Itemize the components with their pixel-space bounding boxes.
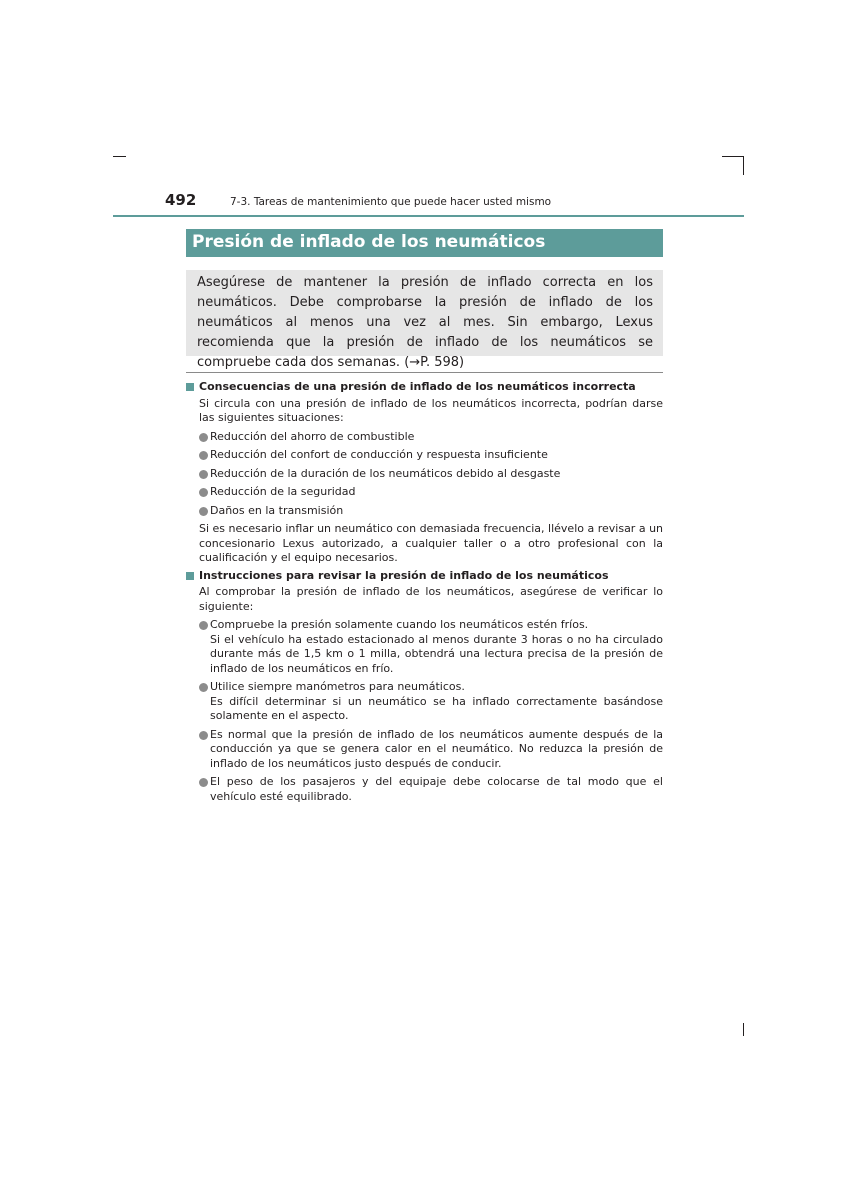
section1-closing: Si es necesario inflar un neumático con demasiada frecuencia, llévelo a revisar a un concesionario Lexus autorizado, a cualquier taller o a otro profesional con la cualificación y el equipo necesarios. bbox=[199, 522, 664, 564]
list-item-detail: Si el vehículo ha estado estacionado al menos durante 3 horas o no ha circulado durante más de 1,5 km o 1 milla, obtendrá una lectura precisa de la presión de inflado de los neumáticos en frío. bbox=[210, 632, 663, 675]
bullet-dot-icon bbox=[199, 731, 208, 740]
list-item-text: Daños en la transmisión bbox=[210, 503, 344, 517]
list-item bbox=[199, 485, 663, 500]
section-path: 7-3. Tareas de mantenimiento que puede hacer usted mismo bbox=[230, 196, 552, 208]
list-item bbox=[199, 430, 663, 445]
list-item-text: Reducción de la seguridad bbox=[210, 485, 356, 498]
bullet-dot-icon bbox=[199, 621, 208, 630]
section2-heading bbox=[186, 569, 663, 584]
bullet-dot-icon bbox=[199, 433, 208, 442]
list-item-main: Compruebe la presión solamente cuando los neumáticos estén fríos. bbox=[210, 618, 589, 631]
section1-lead: Si circula con una presión de inflado de los neumáticos incorrecta, podrían darse las siguientes situaciones: bbox=[199, 396, 663, 424]
list-item bbox=[199, 618, 663, 676]
crop-mark-top-right-h bbox=[722, 156, 744, 157]
list-item-main: Es normal que la presión de inflado de los neumáticos aumente después de la conducción ya que se genera calor en el neumático. No reduzca la presión de inflado de los neumáticos justo después de conducir. bbox=[210, 727, 663, 770]
bullet-dot-icon bbox=[199, 451, 208, 460]
title-bar bbox=[186, 229, 663, 257]
page-title: Presión de inflado de los neumáticos bbox=[192, 232, 546, 252]
square-bullet-icon bbox=[186, 383, 194, 391]
list-item bbox=[199, 775, 663, 804]
section1-heading-text: Consecuencias de una presión de inflado de los neumáticos incorrecta bbox=[199, 380, 636, 393]
main-content bbox=[186, 380, 663, 804]
section-separator bbox=[186, 372, 663, 373]
header-rule bbox=[113, 215, 744, 217]
list-item-main: Utilice siempre manómetros para neumáticos. bbox=[210, 680, 465, 693]
bullet-dot-icon bbox=[199, 778, 208, 787]
list-item-detail: Es difícil determinar si un neumático se ha inflado correctamente basándose solamente en el aspecto. bbox=[210, 694, 663, 722]
list-item bbox=[199, 680, 663, 724]
bullet-dot-icon bbox=[199, 683, 208, 692]
bullet-dot-icon bbox=[199, 507, 208, 516]
page-number: 492 bbox=[165, 191, 197, 209]
list-item bbox=[199, 728, 663, 772]
section2-heading-text: Instrucciones para revisar la presión de inflado de los neumáticos bbox=[199, 568, 609, 582]
list-item bbox=[199, 504, 663, 519]
list-item bbox=[199, 448, 663, 463]
crop-mark-top-left bbox=[113, 156, 126, 157]
list-item bbox=[199, 467, 663, 482]
list-item-text: Reducción del ahorro de combustible bbox=[210, 429, 415, 443]
intro-text: Asegúrese de mantener la presión de inflado correcta en los neumáticos. Debe comprobarse la presión de inflado de los neumáticos al menos una vez al mes. Sin embargo, Lexus recomienda que la presión de inflado de los neumáticos se compruebe cada dos semanas. (→P. 598) bbox=[197, 275, 653, 370]
intro-box bbox=[186, 270, 663, 370]
bullet-dot-icon bbox=[199, 488, 208, 497]
bullet-dot-icon bbox=[199, 470, 208, 479]
section2-lead: Al comprobar la presión de inflado de los neumáticos, asegúrese de verificar lo siguiente: bbox=[199, 585, 663, 613]
section1-heading bbox=[186, 380, 663, 395]
square-bullet-icon bbox=[186, 572, 194, 580]
crop-mark-bottom-right bbox=[743, 1023, 744, 1036]
crop-mark-top-right-v bbox=[743, 156, 744, 175]
list-item-text: Reducción del confort de conducción y respuesta insuficiente bbox=[210, 448, 548, 461]
list-item-text: Reducción de la duración de los neumáticos debido al desgaste bbox=[210, 466, 561, 480]
list-item-main: El peso de los pasajeros y del equipaje debe colocarse de tal modo que el vehículo esté equilibrado. bbox=[210, 775, 663, 803]
